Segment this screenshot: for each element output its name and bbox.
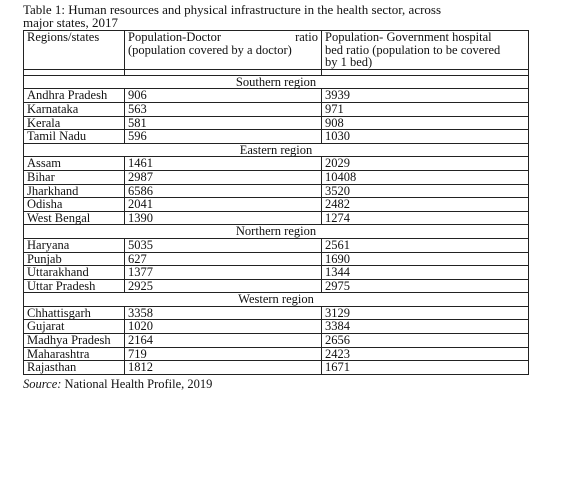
population-doctor-cell: 581 [125,116,322,130]
population-bed-cell: 2975 [322,279,529,293]
source-text: National Health Profile, 2019 [61,376,213,391]
state-cell: Jharkhand [24,184,125,198]
population-bed-cell: 1671 [322,361,529,375]
table-row [24,320,529,334]
population-bed-cell: 10408 [322,170,529,184]
state-cell: Punjab [24,252,125,266]
population-doctor-cell: 2164 [125,334,322,348]
table-figure [23,3,528,391]
state-cell: Tamil Nadu [24,130,125,144]
state-cell: Uttarakhand [24,266,125,280]
table-row [24,157,529,171]
population-doctor-cell: 719 [125,347,322,361]
header-col2-part-b: ratio [295,30,318,44]
table-body [24,75,529,374]
source-label: Source: [23,376,62,391]
population-bed-cell: 3384 [322,320,529,334]
population-doctor-cell: 1377 [125,266,322,280]
header-row [24,31,529,70]
state-cell: Karnataka [24,102,125,116]
population-bed-cell: 2423 [322,347,529,361]
state-cell: Gujarat [24,320,125,334]
population-doctor-cell: 1020 [125,320,322,334]
population-doctor-cell: 3358 [125,306,322,320]
population-bed-cell: 3520 [322,184,529,198]
state-cell: West Bengal [24,211,125,225]
table-row [24,198,529,212]
region-row [24,143,529,157]
header-col2-part-c: (population covered by a doctor) [128,42,292,57]
population-bed-cell: 1690 [322,252,529,266]
population-doctor-cell: 6586 [125,184,322,198]
state-cell: Haryana [24,238,125,252]
population-bed-cell: 2561 [322,238,529,252]
table-row [24,347,529,361]
header-population-bed [322,31,529,70]
state-cell: Rajasthan [24,361,125,375]
caption-line-1: Table 1: Human resources and physical infrastructure in the health sector, across [23,2,442,17]
header-col3-part-b: bed ratio (population to be covered [325,42,501,57]
population-bed-cell: 2029 [322,157,529,171]
region-name: Eastern region [24,143,529,157]
region-name: Western region [24,293,529,307]
header-population-doctor [125,31,322,70]
table-row [24,170,529,184]
table-row [24,130,529,144]
table-row [24,211,529,225]
state-cell: Bihar [24,170,125,184]
region-name: Northern region [24,225,529,239]
population-doctor-cell: 906 [125,89,322,103]
population-bed-cell: 908 [322,116,529,130]
caption-line-2: major states, 2017 [23,15,118,30]
region-row [24,225,529,239]
header-col2-part-a: Population-Doctor [128,30,222,44]
population-bed-cell: 3939 [322,89,529,103]
table-row [24,334,529,348]
header-col3-part-a: Population- Government hospital [325,30,492,44]
population-doctor-cell: 2041 [125,198,322,212]
state-cell: Odisha [24,198,125,212]
state-cell: Assam [24,157,125,171]
population-doctor-cell: 627 [125,252,322,266]
population-doctor-cell: 1461 [125,157,322,171]
table-row [24,266,529,280]
population-bed-cell: 2482 [322,198,529,212]
population-bed-cell: 971 [322,102,529,116]
table-row [24,279,529,293]
table-row [24,238,529,252]
state-cell: Andhra Pradesh [24,89,125,103]
table-caption [23,3,528,29]
table-row [24,116,529,130]
population-bed-cell: 3129 [322,306,529,320]
population-bed-cell: 2656 [322,334,529,348]
header-col3-part-c: by 1 bed) [325,55,373,70]
table-row [24,252,529,266]
state-cell: Uttar Pradesh [24,279,125,293]
table-row [24,102,529,116]
state-cell: Kerala [24,116,125,130]
table-row [24,361,529,375]
population-doctor-cell: 2925 [125,279,322,293]
region-name: Southern region [24,75,529,89]
population-bed-cell: 1274 [322,211,529,225]
region-row [24,75,529,89]
population-doctor-cell: 596 [125,130,322,144]
state-cell: Maharashtra [24,347,125,361]
population-bed-cell: 1030 [322,130,529,144]
population-doctor-cell: 5035 [125,238,322,252]
table-row [24,184,529,198]
population-doctor-cell: 2987 [125,170,322,184]
header-regions-states: Regions/states [24,31,125,70]
source-note [23,377,528,391]
state-cell: Madhya Pradesh [24,334,125,348]
population-doctor-cell: 1812 [125,361,322,375]
table-row [24,89,529,103]
population-bed-cell: 1344 [322,266,529,280]
state-cell: Chhattisgarh [24,306,125,320]
region-row [24,293,529,307]
population-doctor-cell: 1390 [125,211,322,225]
health-infrastructure-table [23,30,529,375]
table-row [24,306,529,320]
population-doctor-cell: 563 [125,102,322,116]
